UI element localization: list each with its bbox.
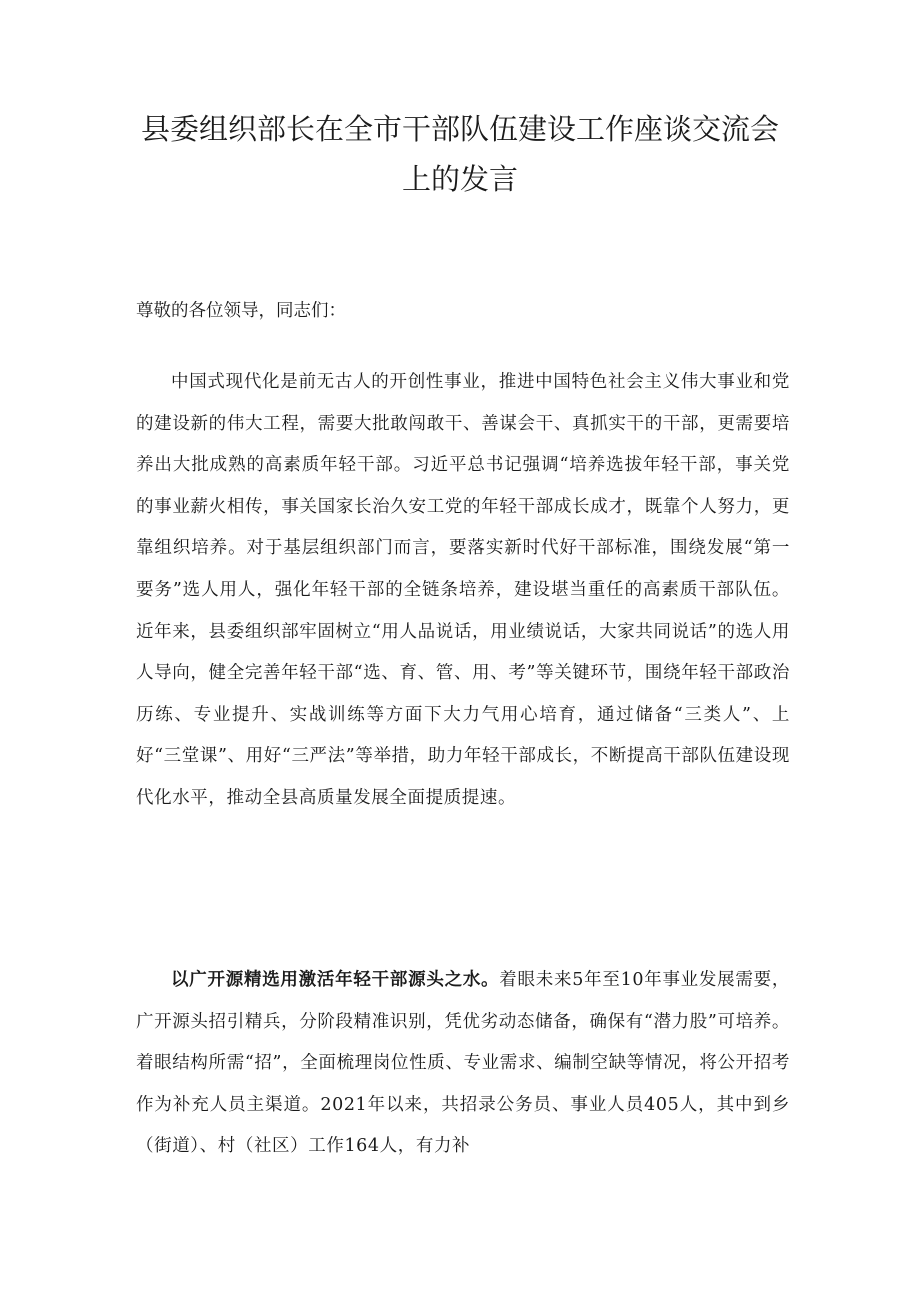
salutation: 尊敬的各位领导，同志们：: [136, 301, 346, 321]
paragraph-text: 中国式现代化是前无古人的开创性事业，推进中国特色社会主义伟大事业和党的建设新的伟大工程，需要大批敢闯敢干、善谋会干、真抓实干的干部，更需要培养出大批成熟的高素质年轻干部。习近平总书记强调“培养选拔年轻干部，事关党的事业薪火相传，事关国家长治久安工党的年轻干部成长成才，既靠个人努力，更靠组织培养。对于基层组织部门而言，要落实新时代好干部标准，围绕发展“第一要务”选人用人，强化年轻干部的全链条培养，建设堪当重任的高素质干部队伍。近年来，县委组织部牢固树立“用人品说话，用业绩说话，大家共同说话”的选人用人导向，健全完善年轻干部“选、育、管、用、考”等关键环节，围绕年轻干部政治历练、专业提升、实战训练等方面下大力气用心培育，通过储备“三类人”、上好“三堂课”、用好“三严法”等举措，助力年轻干部成长，不断提高干部队伍建设现代化水平，推动全县高质量发展全面提质提速。: [136, 372, 790, 808]
paragraph-intro: [136, 362, 790, 820]
document-title: 县委组织部长在全市干部队伍建设工作座谈交流会上的发言: [140, 112, 779, 196]
paragraph-text: 着眼未来5年至10年事业发展需要，广开源头招引精兵，分阶段精准识别，凭优劣动态储备，确保有“潜力股”可培养。着眼结构所需“招”，全面梳理岗位性质、专业需求、编制空缺等情况，将公开招考作为补充人员主渠道。2021年以来，共招录公务员、事业人员405人，其中到乡（街道）、村（社区）工作164人，有力补: [136, 970, 790, 1157]
paragraph-section-1: [136, 960, 790, 1168]
paragraph-lead-heading: 以广开源精选用激活年轻干部源头之水。: [171, 970, 500, 990]
